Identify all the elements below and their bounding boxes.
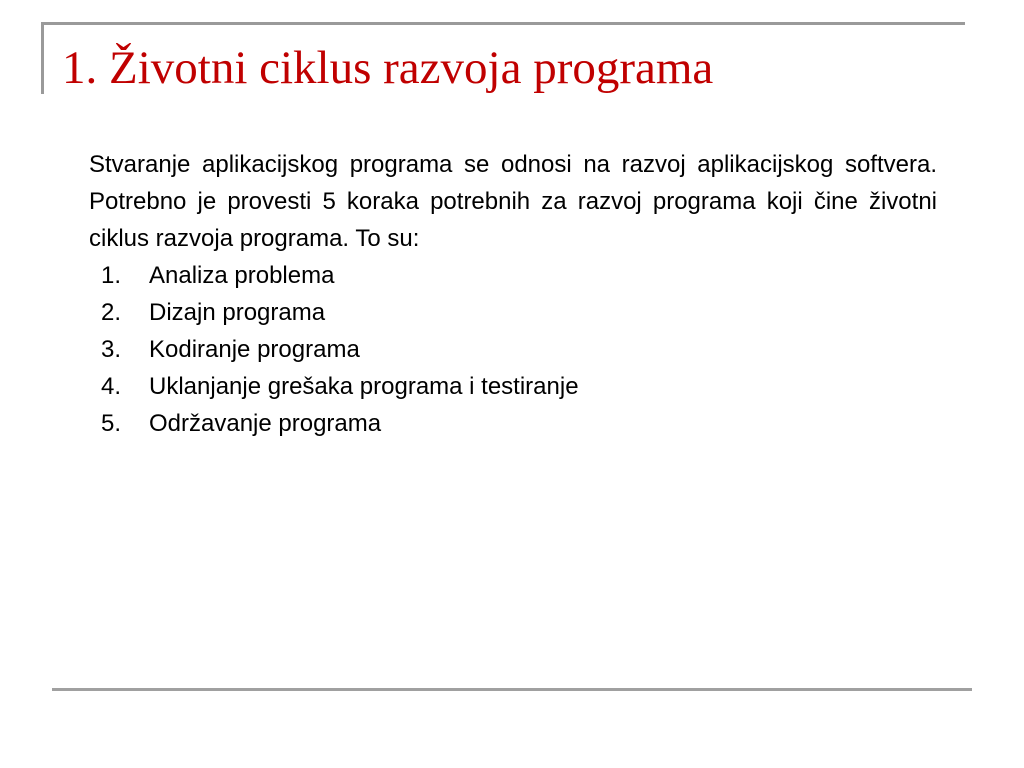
step-number: 5. — [101, 410, 122, 437]
bottom-rule — [52, 688, 972, 691]
slide-body — [89, 146, 937, 442]
step-text: Kodiranje programa — [149, 336, 360, 363]
top-rule — [41, 22, 965, 25]
step-text: Analiza problema — [149, 262, 335, 289]
step-text: Dizajn programa — [149, 299, 326, 326]
step-text: Održavanje programa — [149, 410, 382, 437]
steps-list — [89, 257, 937, 442]
list-item-debugging — [89, 368, 937, 405]
step-number: 1. — [101, 262, 122, 289]
step-number: 3. — [101, 336, 122, 363]
intro-paragraph: Stvaranje aplikacijskog programa se odnosi na razvoj aplikacijskog softvera. Potrebno je provesti 5 koraka potrebnih za razvoj programa koji čine životni ciklus razvoja programa. To su: — [89, 151, 937, 252]
step-number: 4. — [101, 373, 122, 400]
step-number: 2. — [101, 299, 122, 326]
list-item-maintenance — [89, 405, 937, 442]
list-item-design — [89, 294, 937, 331]
step-text: Uklanjanje grešaka programa i testiranje — [149, 373, 579, 400]
slide-title: 1. Životni ciklus razvoja programa — [62, 42, 714, 94]
list-item-coding — [89, 331, 937, 368]
left-rule — [41, 22, 44, 94]
list-item-analysis — [89, 257, 937, 294]
